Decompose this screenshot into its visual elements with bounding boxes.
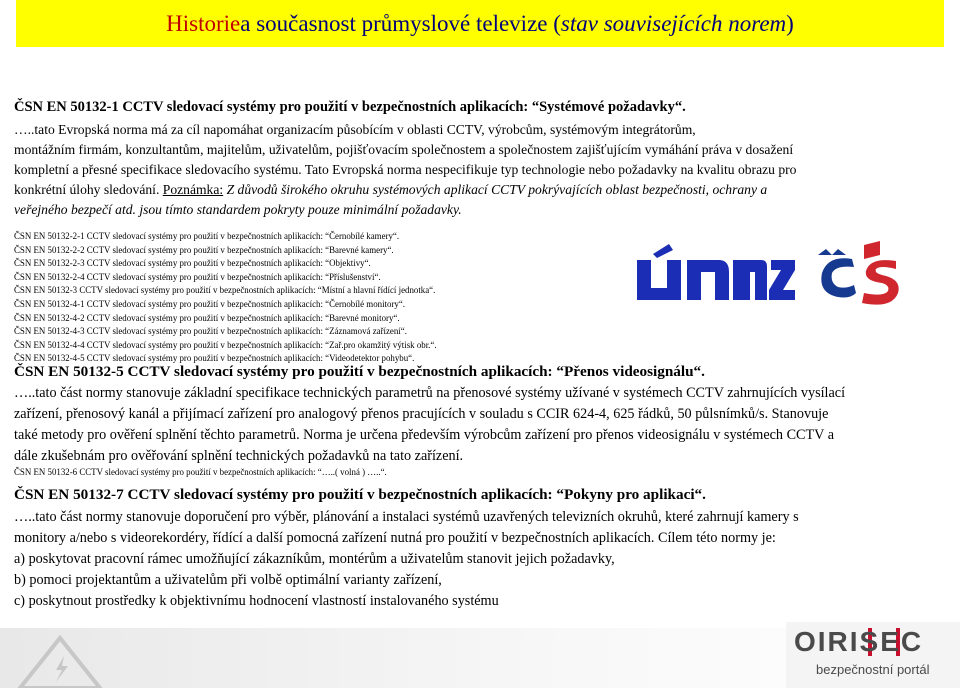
list-item: ČSN EN 50132-4-5 CCTV sledovací systémy pro použití v bezpečnostních aplikacích: “Videodetektor pohybu“. bbox=[14, 353, 415, 364]
section3-line: c) poskytnout prostředky k objektivnímu hodnocení vlastností instalovaného systému bbox=[14, 593, 499, 609]
section2-heading: ČSN EN 50132-5 CCTV sledovací systémy pro použití v bezpečnostních aplikacích: “Přenos videosignálu“. bbox=[14, 363, 705, 380]
section3-line: monitory a/nebo s videorekordéry, řídící a další pomocná zařízení nutná pro použití v bezpečnostních aplikacích. Cílem této normy je: bbox=[14, 530, 776, 546]
section3-heading: ČSN EN 50132-7 CCTV sledovací systémy pro použití v bezpečnostních aplikacích: “Pokyny pro aplikaci“. bbox=[14, 486, 706, 503]
list-item: ČSN EN 50132-4-4 CCTV sledovací systémy pro použití v bezpečnostních aplikacích: “Zař.pro okamžitý výtisk obr.“. bbox=[14, 339, 437, 350]
standards-list bbox=[14, 230, 437, 366]
section1-line: veřejného bezpečí atd. jsou tímto standardem pokryty pouze minimální požadavky. bbox=[14, 202, 462, 217]
note-label: Poznámka: bbox=[162, 182, 224, 197]
orisec-wordmark: OIRISEC bbox=[794, 626, 924, 657]
section2-line: zařízení, přenosový kanál a přijímací zařízení pro analogový přenos pracujících v souladu s CCIR 624-4, 625 řádků, 50 půlsnímků/s. Stanovuje bbox=[14, 406, 829, 422]
section2-line: také metody pro ověření splnění těchto parametrů. Norma je určena především výrobcům zařízení pro přenos videosignálu v systémech CCTV a bbox=[14, 427, 834, 443]
section1-line4-start: konkrétní úlohy sledování. bbox=[14, 182, 163, 197]
section3-line: b) pomoci projektantům a uživatelům při volbě optimální varianty zařízení, bbox=[14, 572, 442, 588]
cs-logo bbox=[808, 241, 900, 306]
title-historie: Historie bbox=[166, 10, 241, 36]
title-end: ) bbox=[786, 10, 794, 36]
unmz-logo bbox=[633, 242, 795, 300]
list-item: ČSN EN 50132-2-4 CCTV sledovací systémy pro použití v bezpečnostních aplikacích: “Příslušenství“. bbox=[14, 271, 381, 282]
list-item: ČSN EN 50132-2-1 CCTV sledovací systémy pro použití v bezpečnostních aplikacích: “Černobílé kamery“. bbox=[14, 231, 400, 241]
section1-line: kompletní a přesné specifikace sledovacího systému. Tato Evropská norma nespecifikuje typ technologie nebo požadavky na kvalitu obrazu pro bbox=[14, 162, 797, 177]
orisec-logo bbox=[786, 622, 960, 688]
title-italic: stav souvisejících norem bbox=[560, 10, 787, 36]
list-item: ČSN EN 50132-2-2 CCTV sledovací systémy pro použití v bezpečnostních aplikacích: “Barevné kamery“. bbox=[14, 244, 394, 255]
section1-line-note bbox=[14, 180, 767, 199]
title-main: a současnost průmyslové televize ( bbox=[240, 10, 561, 36]
section2-small-line: ČSN EN 50132-6 CCTV sledovací systémy pro použití v bezpečnostních aplikacích: “…..( volná ) …..“. bbox=[14, 467, 387, 477]
section2-line: …..tato část normy stanovuje základní specifikace technických parametrů na přenosové systémy užívané v systémech CCTV zahrnujících vysílací bbox=[14, 385, 846, 401]
section2-line: dále zkušebnám pro ověřování splnění technických požadavků na tato zařízení. bbox=[14, 448, 464, 464]
section3-line: …..tato část normy stanovuje doporučení pro výběr, plánování a instalaci systémů uzavřených televizních okruhů, které zahrnují kamery s bbox=[14, 509, 799, 525]
section3-line: a) poskytovat pracovní rámec umožňující zákazníkům, montérům a uživatelům stanovit jejich požadavky, bbox=[14, 551, 615, 567]
list-item: ČSN EN 50132-4-1 CCTV sledovací systémy pro použití v bezpečnostních aplikacích: “Černobílé monitory“. bbox=[14, 298, 405, 309]
section1-line: …..tato Evropská norma má za cíl napomáhat organizacím působícím v oblasti CCTV, výrobcům, systémovým integrátorům, bbox=[14, 122, 696, 137]
section1-line: montážním firmám, konzultantům, majitelům, uživatelům, pojišťovacím společnostem a společnostem zajišťujícím vymáhání práva v dosažení bbox=[14, 142, 794, 157]
list-item: ČSN EN 50132-4-2 CCTV sledovací systémy pro použití v bezpečnostních aplikacích: “Barevné monitory“. bbox=[14, 312, 400, 323]
list-item: ČSN EN 50132-2-3 CCTV sledovací systémy pro použití v bezpečnostních aplikacích: “Objektivy“. bbox=[14, 258, 371, 269]
orisec-subtitle: bezpečnostní portál bbox=[816, 662, 930, 677]
list-item: ČSN EN 50132-4-3 CCTV sledovací systémy pro použití v bezpečnostních aplikacích: “Záznamová zařízení“. bbox=[14, 326, 407, 337]
section1-heading: ČSN EN 50132-1 CCTV sledovací systémy pro použití v bezpečnostních aplikacích: “Systémové požadavky“. bbox=[14, 99, 686, 115]
list-item: ČSN EN 50132-3 CCTV sledovací systémy pro použití v bezpečnostních aplikacích: “Místní a hlavní řídící jednotka“. bbox=[14, 285, 436, 296]
page-title bbox=[16, 0, 944, 47]
note-text: Z důvodů širokého okruhu systémových aplikací CCTV pokrývajících oblast bezpečnosti, ochrany a bbox=[223, 182, 768, 197]
